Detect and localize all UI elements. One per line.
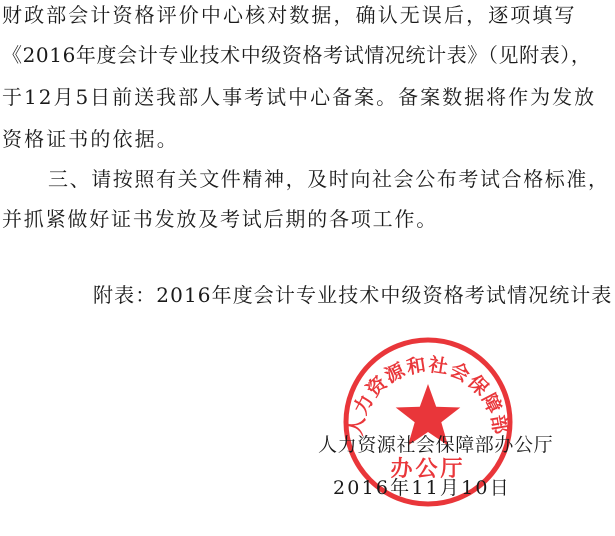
seal-bottom-text: 办公厅 — [390, 457, 466, 482]
paragraph-line-1: 财政部会计资格评价中心核对数据，确认无误后，逐项填写 — [2, 3, 577, 27]
signature-date: 2016年11月10日 — [333, 477, 511, 499]
paragraph-line-3: 于12月5日前送我部人事考试中心备案。备案数据将作为发放 — [2, 85, 597, 109]
item-three-line-1: 三、请按照有关文件精神，及时向社会公布考试合格标准， — [48, 167, 610, 191]
paragraph-line-2: 《2016年度会计专业技术中级资格考试情况统计表》（见附表）， — [2, 43, 592, 67]
attachment-note: 附表：2016年度会计专业技术中级资格考试情况统计表 — [93, 283, 613, 307]
seal-arc-text: 人力资源和社会保障部 — [344, 353, 512, 438]
signature-org: 人力资源社会保障部办公厅 — [318, 434, 554, 456]
item-three-line-2: 并抓紧做好证书发放及考试后期的各项工作。 — [2, 207, 438, 231]
paragraph-line-4: 资格证书的依据。 — [2, 127, 179, 151]
